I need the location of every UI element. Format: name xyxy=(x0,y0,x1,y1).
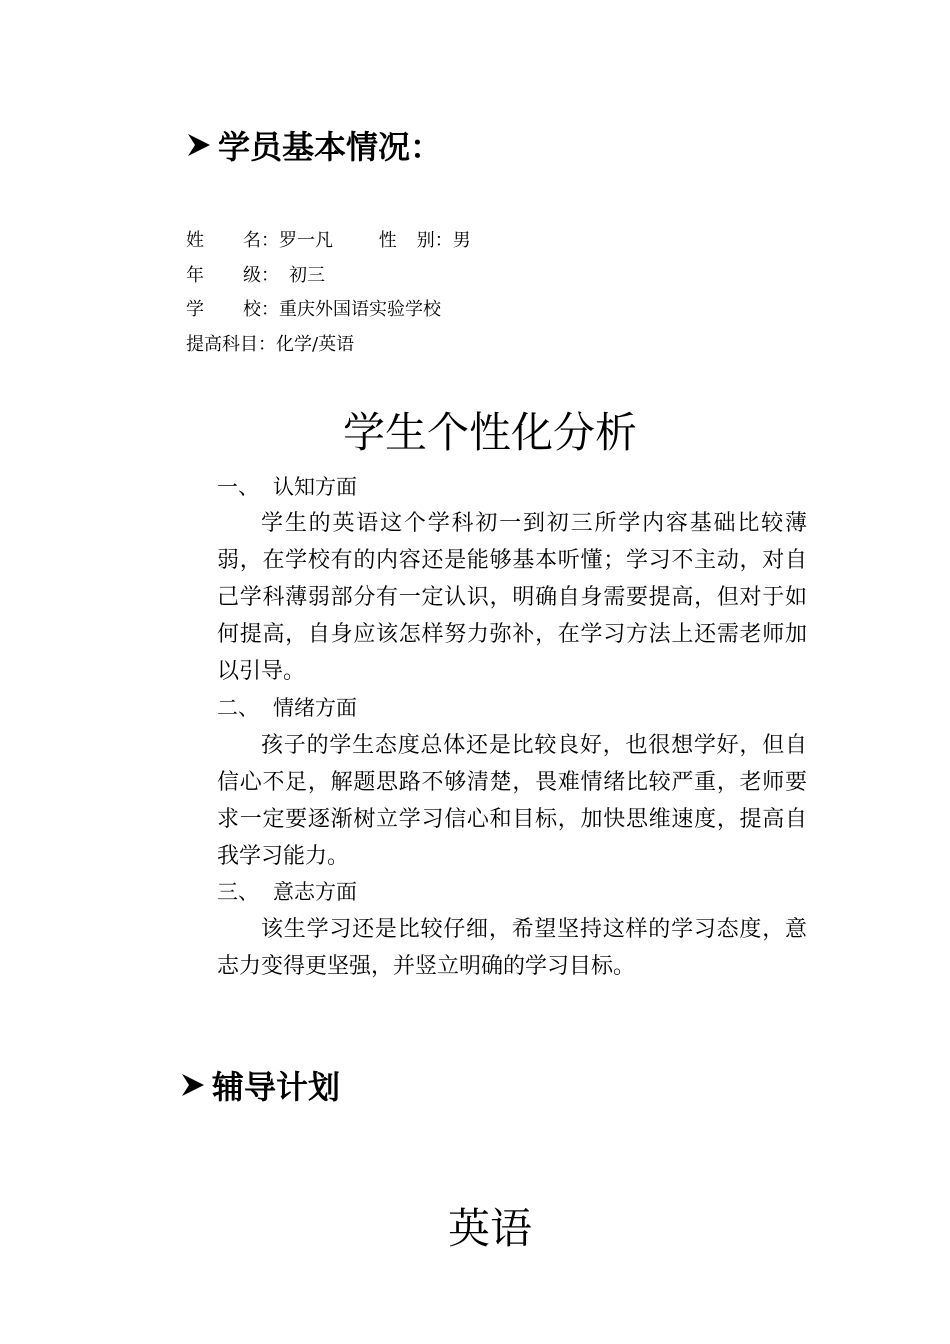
section-2-number: 二、 xyxy=(217,696,259,720)
plan-heading-text: 辅导计划 xyxy=(212,1068,341,1106)
section-1-number: 一、 xyxy=(217,475,259,499)
info-row-name xyxy=(186,228,471,254)
school-label-part2: 校： xyxy=(243,299,279,320)
name-label-part1: 姓 xyxy=(186,230,204,251)
school-value: 重庆外国语实验学校 xyxy=(279,299,441,320)
sex-value: 男 xyxy=(452,230,471,251)
subject-value: 化学/英语 xyxy=(276,334,355,355)
plan-heading xyxy=(180,1062,340,1108)
arrow-bullet-icon xyxy=(186,132,212,158)
english-subject-title: 英语 xyxy=(447,1204,532,1253)
sex-label-part2: 别： xyxy=(416,230,453,251)
grade-value: 初三 xyxy=(289,265,325,286)
info-row-school xyxy=(186,297,441,323)
section-2-heading xyxy=(217,693,357,723)
info-row-subject xyxy=(186,332,354,358)
section-1-title: 认知方面 xyxy=(273,475,357,499)
section-2-title: 情绪方面 xyxy=(273,696,357,720)
name-label-part2: 名： xyxy=(243,230,279,251)
student-info-heading xyxy=(186,122,442,168)
section-3-number: 三、 xyxy=(217,880,259,904)
subject-label: 提高科目： xyxy=(186,334,276,355)
name-value: 罗一凡 xyxy=(279,230,333,251)
school-label-part1: 学 xyxy=(186,299,204,320)
grade-label-part1: 年 xyxy=(186,265,204,286)
section-2-paragraph: 孩子的学生态度总体还是比较良好，也很想学好，但自信心不足，解题思路不够清楚，畏难情绪比较严重，老师要求一定要逐渐树立学习信心和目标，加快思维速度，提高自我学习能力。 xyxy=(217,733,807,869)
grade-label-part2: 级： xyxy=(243,265,279,286)
section-3-heading xyxy=(217,877,357,907)
sex-label-part1: 性 xyxy=(378,230,397,251)
student-info-heading-text: 学员基本情况： xyxy=(218,128,443,166)
analysis-title: 学生个性化分析 xyxy=(342,408,637,457)
arrow-bullet-icon xyxy=(180,1072,206,1098)
section-3-title: 意志方面 xyxy=(273,880,357,904)
section-1-paragraph: 学生的英语这个学科初一到初三所学内容基础比较薄弱，在学校有的内容还是能够基本听懂；学习不主动，对自己学科薄弱部分有一定认识，明确自身需要提高，但对于如何提高，自身应该怎样努力弥补，在学习方法上还需老师加以引导。 xyxy=(217,511,807,684)
section-3-paragraph: 该生学习还是比较仔细，希望坚持这样的学习态度，意志力变得更坚强，并竖立明确的学习目标。 xyxy=(217,917,807,979)
section-1-heading xyxy=(217,472,357,502)
info-row-grade xyxy=(186,263,325,289)
